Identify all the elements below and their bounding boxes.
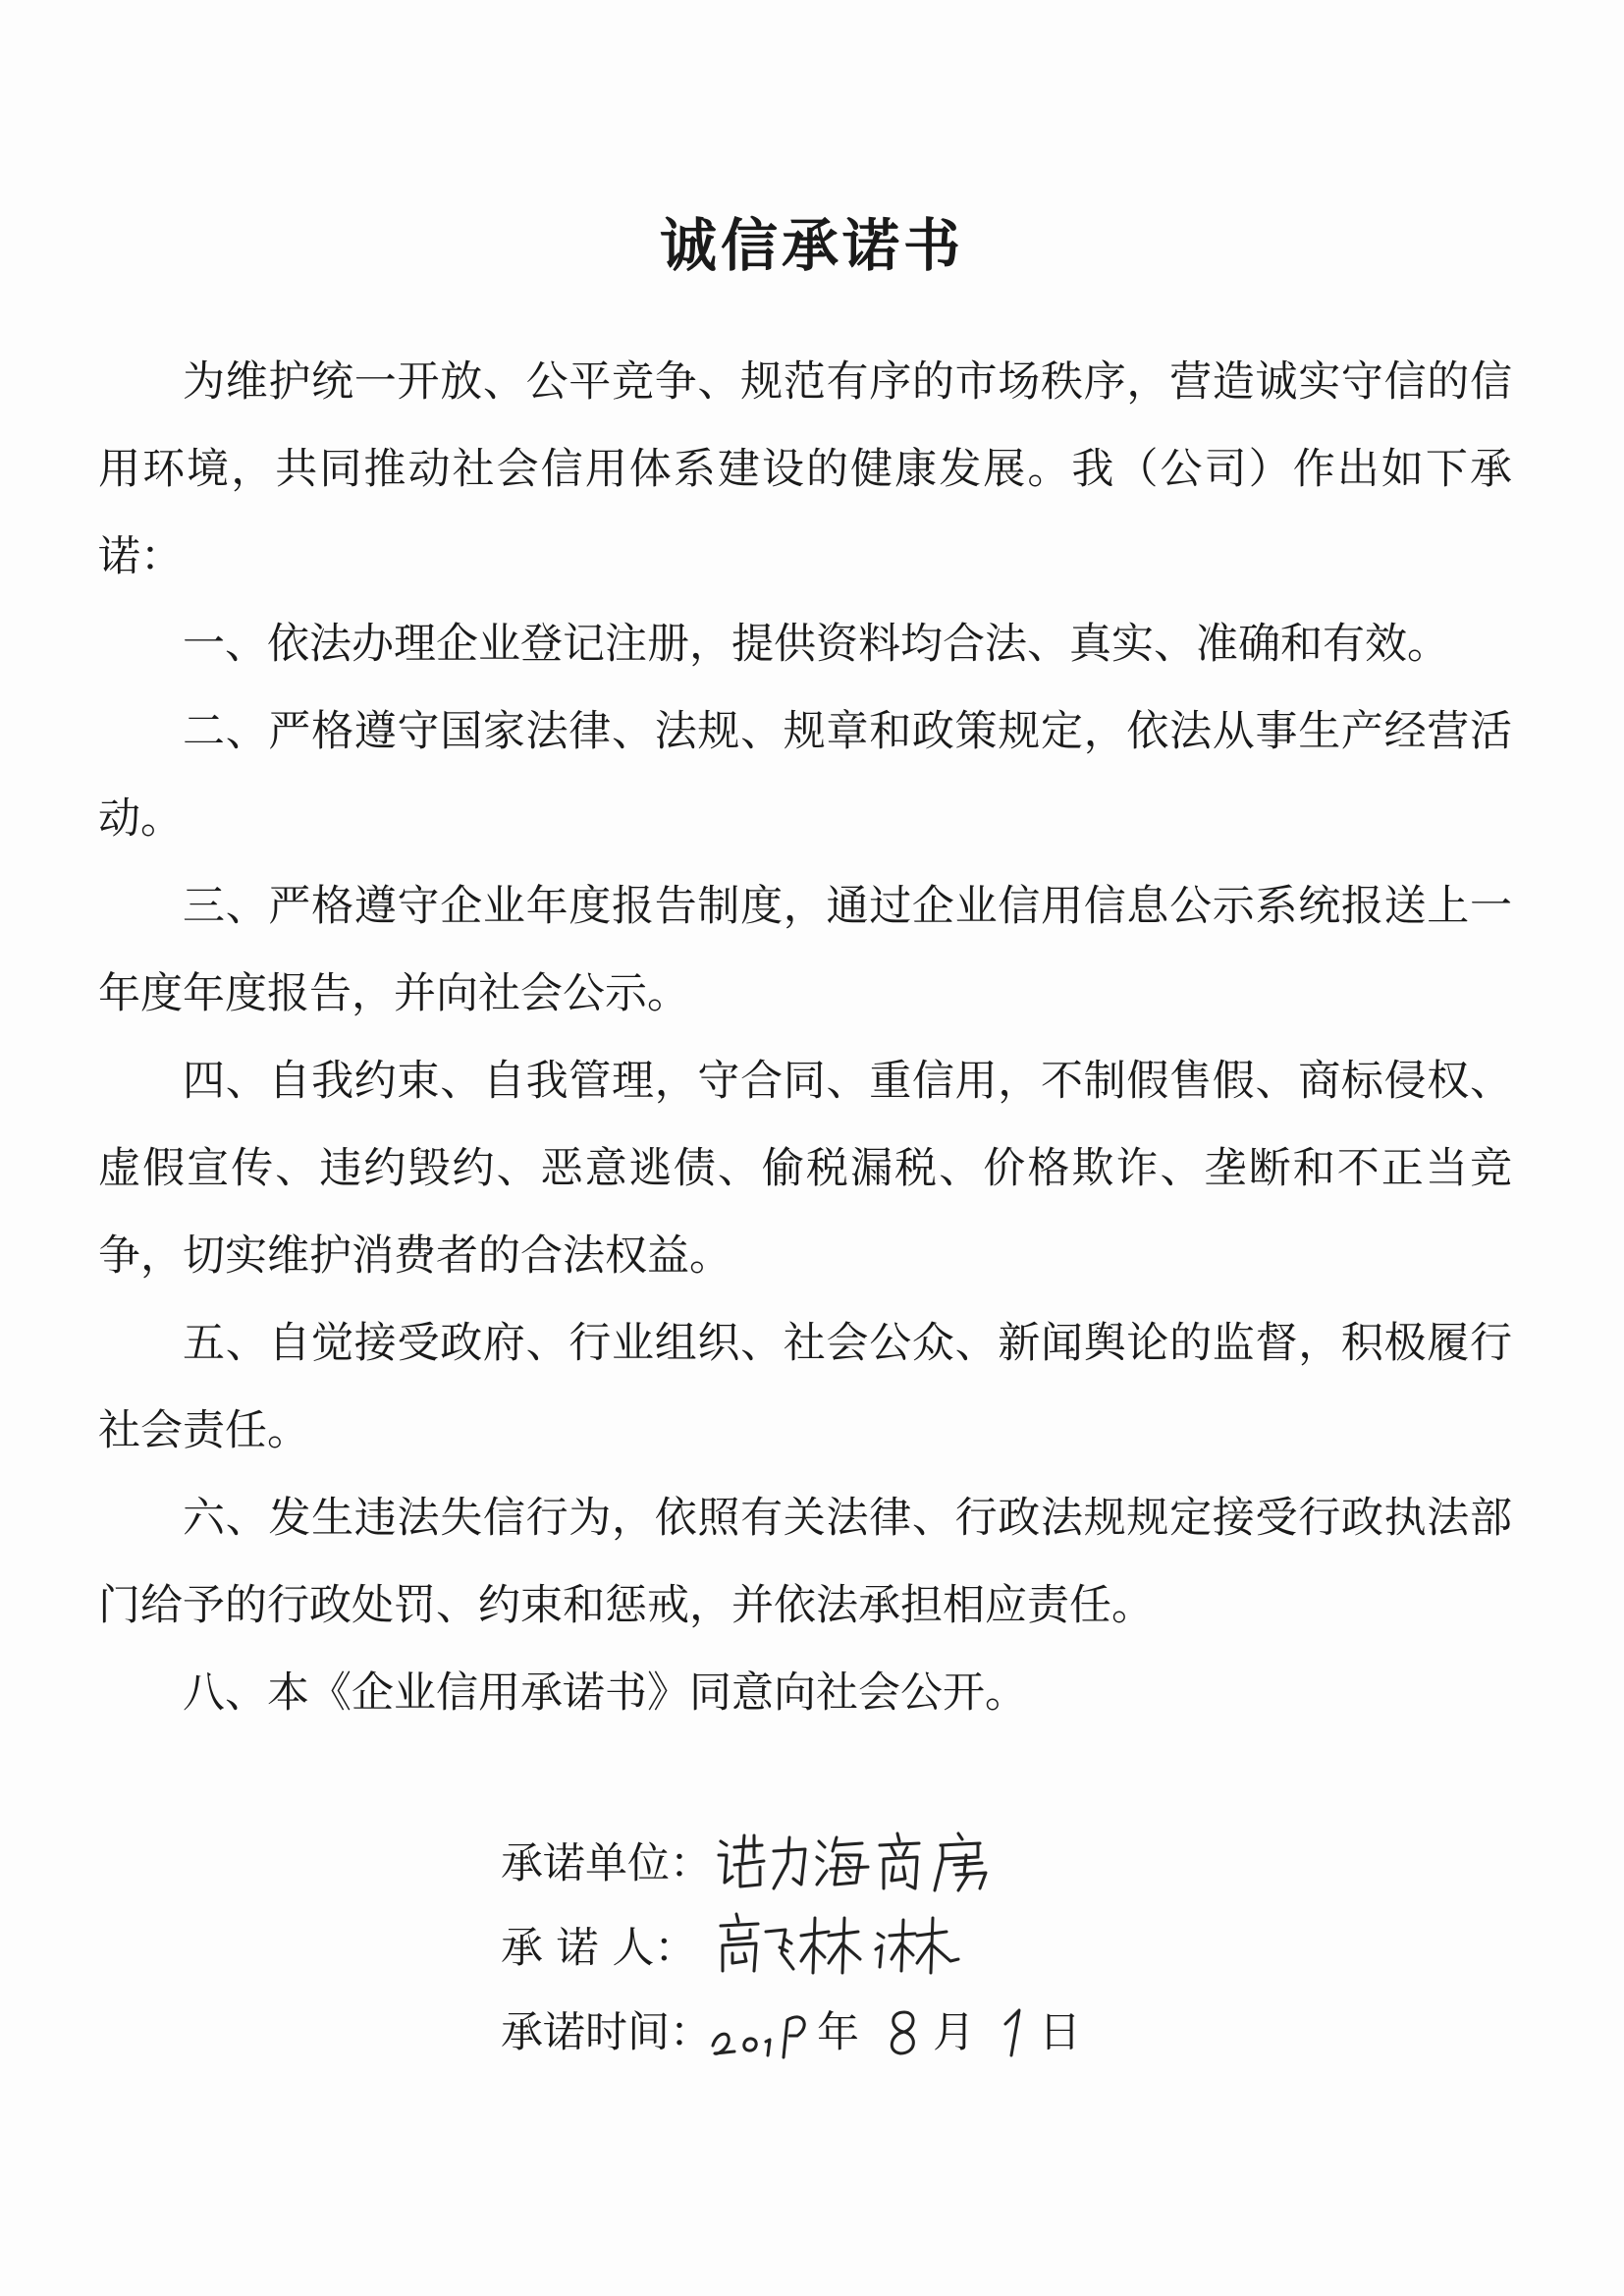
document-title: 诚信承诺书 [659,212,964,279]
handwritten-month [879,1996,928,2065]
signature-unit-row [501,1822,712,1906]
paragraph-item-8: 八、本《企业信用承诺书》同意向社会公开。 [183,1668,1027,1718]
paragraph-item-4: 四、自我约束、自我管理，守合同、重信用，不制假售假、商标侵权、虚假宣传、违约毁约、恶意逃债、偷税漏税、价格欺诈、垄断和不正当竞争，切实维护消费者的合法权益。 [98,1057,1512,1281]
handwritten-year [709,1996,817,2065]
paragraph-item-5: 五、自觉接受政府、行业组织、社会公众、新闻舆论的监督，积极履行社会责任。 [98,1319,1512,1455]
paragraph-item-2: 二、严格遵守国家法律、法规、规章和政策规定，依法从事生产经营活动。 [98,707,1512,844]
paragraph-item-3: 三、严格遵守企业年度报告制度，通过企业信用信息公示系统报送上一年度年度报告，并向社会公示。 [98,882,1512,1018]
signature-block [501,1822,1081,2075]
paragraph-item-1: 一、依法办理企业登记注册，提供资料均合法、真实、准确和有效。 [183,620,1449,669]
paragraph-item-6: 六、发生违法失信行为，依照有关法律、行政法规规定接受行政执法部门给予的行政处罚、约束和惩戒，并依法承担相应责任。 [98,1494,1512,1630]
signature-date-row [501,1991,1081,2075]
handwritten-unit-name [715,1828,1009,1896]
handwritten-person-name [715,1910,970,1979]
document-body [98,339,1512,1737]
signature-person-row [501,1906,712,1991]
paragraph-intro: 为维护统一开放、公平竞争、规范有序的市场秩序，营造诚实守信的信用环境，共同推动社会信用体系建设的健康发展。我（公司）作出如下承诺： [98,357,1512,581]
signature-unit-label: 承诺单位： [501,1839,712,1888]
date-year-unit: 年 [817,2008,859,2057]
date-day-unit: 日 [1039,2008,1081,2057]
handwritten-day [992,1996,1041,2065]
date-month-unit: 月 [933,2008,975,2057]
signature-date-label: 承诺时间： [501,2008,712,2057]
signature-person-label: 承 诺 人： [501,1924,697,1973]
